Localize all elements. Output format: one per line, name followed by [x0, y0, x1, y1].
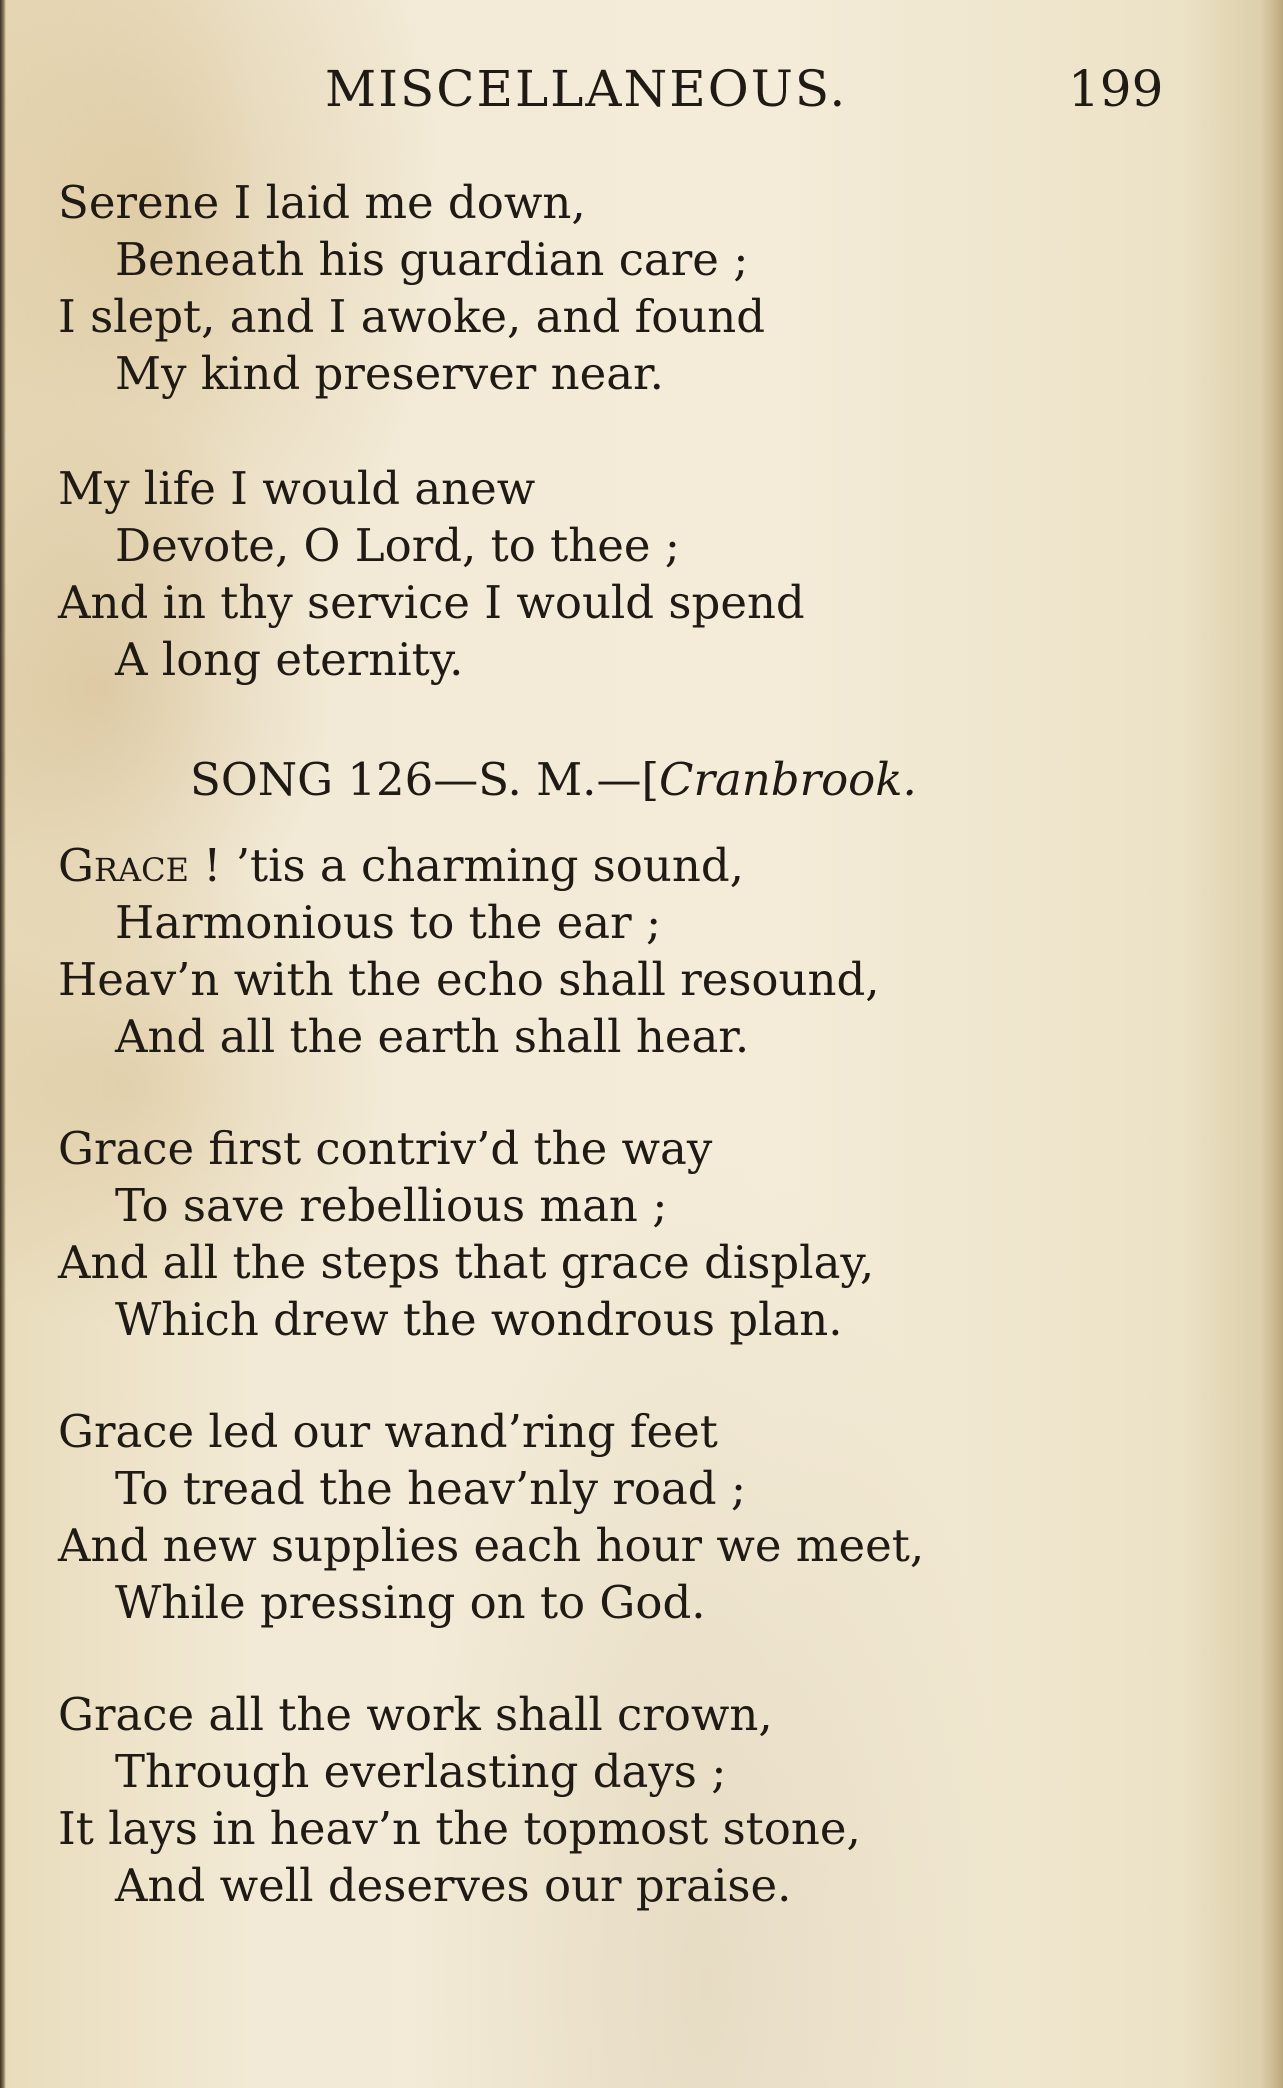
- page-number: 199: [1068, 60, 1164, 118]
- verse-line: And in thy service I would spend: [58, 576, 805, 629]
- page-edge: [1261, 0, 1283, 2088]
- page-gutter: [0, 0, 6, 2088]
- verse-line: Through everlasting days ;: [115, 1745, 727, 1798]
- verse-line-rest: ! ’tis a charming sound,: [189, 839, 744, 892]
- verse-line: Grace all the work shall crown,: [58, 1688, 773, 1741]
- song-number-meter: SONG 126—S. M.—[: [190, 753, 660, 806]
- verse-line: Which drew the wondrous plan.: [115, 1293, 843, 1346]
- verse-line: Grace led our wand’ring feet: [58, 1405, 718, 1458]
- verse-line: Devote, O Lord, to thee ;: [115, 519, 680, 572]
- verse-line: A long eternity.: [115, 633, 464, 686]
- verse-line: To tread the heav’nly road ;: [115, 1462, 747, 1515]
- verse-line: My life I would anew: [58, 462, 536, 515]
- verse-line: Heav’n with the echo shall resound,: [58, 953, 880, 1006]
- running-header: [0, 52, 1283, 122]
- verse-line: And new supplies each hour we meet,: [58, 1519, 925, 1572]
- verse-line: My kind preserver near.: [115, 347, 664, 400]
- verse-line: While pressing on to God.: [115, 1576, 706, 1629]
- song-heading: [190, 752, 917, 808]
- verse-line: Serene I laid me down,: [58, 176, 586, 229]
- verse-line: And well deserves our praise.: [115, 1859, 792, 1912]
- verse-line: To save rebellious man ;: [115, 1179, 668, 1232]
- verse-line: It lays in heav’n the topmost stone,: [58, 1802, 861, 1855]
- verse-line: Harmonious to the ear ;: [115, 896, 662, 949]
- verse-line: Beneath his guardian care ;: [115, 233, 749, 286]
- running-title: MISCELLANEOUS.: [325, 60, 848, 118]
- drop-word: Grace: [58, 839, 189, 892]
- verse-line: Grace first contriv’d the way: [58, 1122, 713, 1175]
- verse-line: And all the earth shall hear.: [115, 1010, 750, 1063]
- tune-name: Cranbrook.: [659, 753, 917, 806]
- verse-line: I slept, and I awoke, and found: [58, 290, 766, 343]
- verse-line: [58, 838, 744, 894]
- verse-line: And all the steps that grace display,: [58, 1236, 875, 1289]
